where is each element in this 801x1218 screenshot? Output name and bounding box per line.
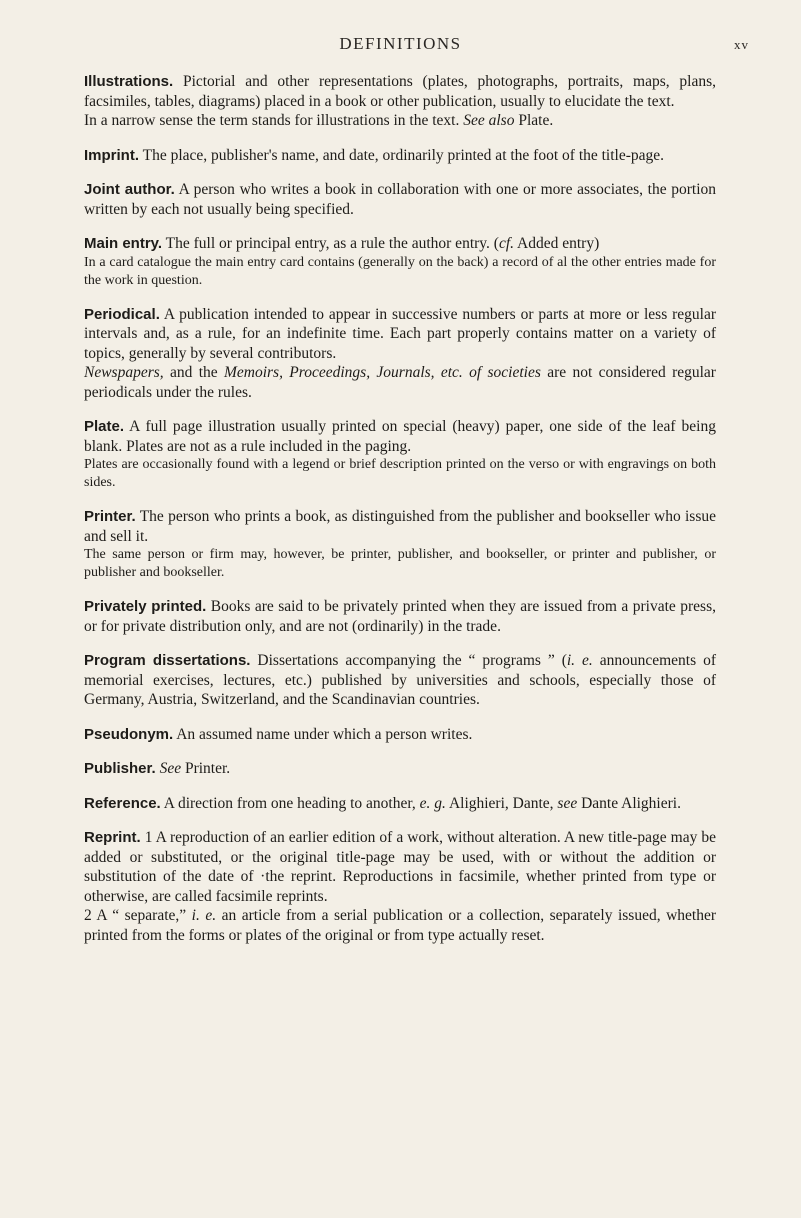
definition-text: A “ separate,” [91,907,192,924]
definition-paragraph [84,180,716,219]
definition-text: An assumed name under which a person writes. [173,725,473,743]
definition-paragraph [84,507,716,546]
entry-term: Illustrations. [84,73,174,90]
sense-number: 1 [140,829,153,846]
definition-text: announcements of memorial exercises, lectures, etc.) published by universities and schools, especially those of Germany, Austria, Switzerland, and the Scandinavian countries. [84,652,716,708]
see-reference: See [155,760,182,777]
entry-term: Periodical. [84,305,160,323]
definition-text: A direction from one heading to another, [160,794,420,812]
definition-paragraph [84,794,716,814]
definition-text: A full page illustration usually printed on special (heavy) paper, one side of the leaf being blank. Plates are not as a rule included in the paging. [84,418,716,455]
sense-number: 2 [84,907,92,924]
entry-pseudonym [84,725,716,745]
entry-term: Program dissertations. [84,652,251,669]
eg-abbreviation: e. g. [419,794,446,812]
entry-term: Imprint. [84,146,139,164]
definition-paragraph [84,417,716,456]
definition-text: Added entry) [514,235,600,252]
definition-text: The place, publisher's name, and date, ordinarily printed at the foot of the title-page. [139,146,665,164]
entry-plate [84,417,716,492]
entry-illustrations [84,72,716,131]
ie-abbreviation: i. e. [566,652,593,669]
entry-term: Joint author. [84,181,175,198]
definition-text: Alighieri, Dante, [445,794,558,812]
entry-joint-author [84,180,716,219]
definition-text: Printer. [181,760,231,777]
cf-reference: cf. [498,235,515,252]
entry-term: Main entry. [84,235,163,252]
definition-text: A person who writes a book in collaboration with one or more associates, the portion written by each not usually being specified. [84,181,717,218]
definition-text: A publication intended to appear in successive numbers or parts at more or less regular intervals and, as a rule, for an indefinite time. Each part properly contains matter on a variety of topics, generally by several contributors. [84,305,716,362]
definition-note: Plates are occasionally found with a legend or brief description printed on the verso or with engravings on both sides. [84,457,716,490]
entry-privately-printed [84,597,716,636]
definition-paragraph [84,305,716,364]
note-text: are not considered regular periodicals under the rules. [84,364,716,401]
definition-sense-2 [84,906,716,945]
definition-paragraph [84,828,716,906]
note-text: and the [163,364,224,381]
entry-term: Reference. [84,794,161,812]
entry-term: Privately printed. [84,598,207,615]
ie-abbreviation: i. e. [191,907,217,924]
entry-reprint [84,828,716,945]
see-reference: see [557,794,578,812]
definition-text: Pictorial and other representations (plates, photographs, portraits, maps, plans, facsimiles, tables, diagrams) placed in a book or other publication, usually to elucidate the text. [84,73,716,110]
definition-note: In a card catalogue the main entry card contains (generally on the back) a record of al the other entries made for the work in question. [84,254,716,288]
definition-text: The full or principal entry, as a rule the author entry. ( [162,235,499,252]
definition-text: A reproduction of an earlier edition of a work, without alteration. A new title-page may be added or substituted, or the original title-page may be used, with or without the addition or substitution of the date of ·the reprint. Reproductions in facsimile, whether printed from type or otherwise, are called facsimile reprints. [84,829,717,905]
note-italic: Newspapers, [84,364,164,381]
entry-term: Pseudonym. [84,725,174,743]
note-italic: Memoirs, Proceedings, Journals, etc. of societies [223,364,541,381]
entry-periodical [84,305,716,403]
definition-note: The same person or firm may, however, be printer, publisher, and bookseller, or printer and publisher, or publisher and bookseller. [84,547,716,580]
entry-program-dissertations [84,651,716,710]
entry-publisher [84,759,716,779]
definition-text: Books are said to be privately printed when they are issued from a private press, or for private distribution only, and are not (ordinarily) in the trade. [84,598,716,635]
entry-term: Plate. [84,418,125,435]
entry-reference [84,794,716,814]
definitions-list [84,72,716,960]
definition-paragraph [84,759,716,779]
see-also-reference: See also [463,112,515,129]
definition-text: Dante Alighieri. [577,794,681,812]
definition-text: Dissertations accompanying the “ programs ” ( [250,652,567,669]
entry-term: Publisher. [84,760,156,777]
definition-paragraph [84,146,716,166]
note-text: Plate. [514,112,554,129]
definition-paragraph [84,72,716,111]
definition-note [84,111,716,131]
entry-main-entry [84,234,716,290]
running-head [0,34,801,56]
entry-printer [84,507,716,582]
definition-paragraph [84,234,716,254]
definition-text: an article from a serial publication or a collection, separately issued, whether printed from the forms or plates of the original or from type actually reset. [84,907,717,944]
entry-imprint [84,146,716,166]
note-text: In a narrow sense the term stands for illustrations in the text. [84,112,464,129]
definition-text: The person who prints a book, as distinguished from the publisher and bookseller who issue and sell it. [84,508,716,545]
definition-paragraph [84,597,716,636]
entry-term: Printer. [84,508,136,525]
page-number: xv [734,37,749,52]
page-title: DEFINITIONS [339,34,462,53]
entry-term: Reprint. [84,829,141,846]
definition-paragraph [84,725,716,745]
definition-note [84,363,716,402]
definition-paragraph [84,651,716,710]
